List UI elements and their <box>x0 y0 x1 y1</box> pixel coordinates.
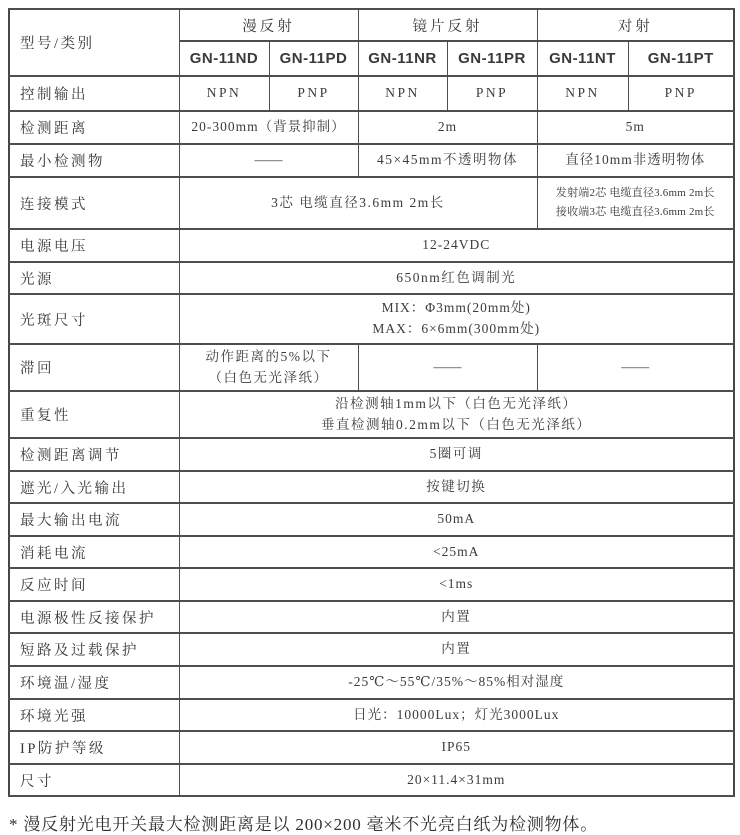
cell-current-consumption: <25mA <box>179 536 734 568</box>
model-header-gn11pt: GN-11PT <box>628 41 734 76</box>
model-header-gn11pd: GN-11PD <box>269 41 358 76</box>
cell-hysteresis-retro: —— <box>358 344 537 391</box>
cell-min-object-retro: 45×45mm不透明物体 <box>358 144 537 177</box>
cell-output-mode: 按键切换 <box>179 471 734 503</box>
cell-spot-size <box>179 294 734 344</box>
row-ambient-temp-humidity-label: 环境温/湿度 <box>9 666 179 699</box>
cell-min-object-diffuse: —— <box>179 144 358 177</box>
cell-hysteresis-through: —— <box>537 344 734 391</box>
header-model-category-label: 型号/类别 <box>9 9 179 76</box>
cell-spot-size-line1: MIX：Φ3mm(20mm处) <box>381 300 531 316</box>
model-header-gn11pr: GN-11PR <box>447 41 537 76</box>
row-repeatability-label: 重复性 <box>9 391 179 438</box>
row-min-object-label: 最小检测物 <box>9 144 179 177</box>
model-header-gn11nr: GN-11NR <box>358 41 447 76</box>
cell-min-object-through: 直径10mm非透明物体 <box>537 144 734 177</box>
row-current-consumption-label: 消耗电流 <box>9 536 179 568</box>
cell-repeatability-line2: 垂直检测轴0.2mm以下（白色无光泽纸） <box>321 416 592 432</box>
cell-distance-adjust: 5圈可调 <box>179 438 734 471</box>
cell-spot-size-line2: MAX：6×6mm(300mm处) <box>372 321 541 336</box>
spec-table <box>8 8 735 797</box>
row-response-time-label: 反应时间 <box>9 568 179 601</box>
cell-hysteresis-diffuse <box>179 344 358 391</box>
row-hysteresis-label: 滞回 <box>9 344 179 391</box>
row-distance-adjust <box>9 438 734 471</box>
row-output-mode-label: 遮光/入光输出 <box>9 471 179 503</box>
cell-ambient-temp-humidity: -25℃～55℃/35%～85%相对湿度 <box>179 666 734 699</box>
cell-sensing-distance-through: 5m <box>537 111 734 144</box>
row-ambient-light-label: 环境光强 <box>9 699 179 731</box>
cell-ambient-light: 日光：10000Lux；灯光3000Lux <box>179 699 734 731</box>
cell-connection-through <box>537 177 734 229</box>
footnote: * 漫反射光电开关最大检测距离是以 200×200 毫米不光亮白纸为检测物体。 <box>9 815 599 834</box>
row-ip-rating <box>9 731 734 764</box>
cell-control-output-2: PNP <box>269 76 358 111</box>
cell-ip-rating: IP65 <box>179 731 734 764</box>
row-spot-size <box>9 294 734 344</box>
row-repeatability <box>9 391 734 438</box>
cell-max-output-current: 50mA <box>179 503 734 536</box>
cell-response-time: <1ms <box>179 568 734 601</box>
row-connection <box>9 177 734 229</box>
row-ambient-temp-humidity <box>9 666 734 699</box>
row-supply-voltage <box>9 229 734 262</box>
row-distance-adjust-label: 检测距离调节 <box>9 438 179 471</box>
cell-control-output-5: NPN <box>537 76 628 111</box>
row-dimensions-label: 尺寸 <box>9 764 179 796</box>
model-header-gn11nt: GN-11NT <box>537 41 628 76</box>
row-max-output-current-label: 最大输出电流 <box>9 503 179 536</box>
row-hysteresis <box>9 344 734 391</box>
row-min-object <box>9 144 734 177</box>
cell-connection-through-line1: 发射端2芯 电缆直径3.6mm 2m长 <box>555 187 715 200</box>
row-response-time <box>9 568 734 601</box>
cell-hysteresis-diffuse-line2: （白色无光泽纸） <box>208 369 329 385</box>
row-control-output-label: 控制输出 <box>9 76 179 111</box>
row-output-mode <box>9 471 734 503</box>
cell-connection-through-line2: 接收端3芯 电缆直径3.6mm 2m长 <box>555 206 715 218</box>
cell-control-output-4: PNP <box>447 76 537 111</box>
cell-dimensions: 20×11.4×31mm <box>179 764 734 796</box>
cell-connection-main: 3芯 电缆直径3.6mm 2m长 <box>179 177 537 229</box>
row-connection-label: 连接模式 <box>9 177 179 229</box>
row-max-output-current <box>9 503 734 536</box>
row-ambient-light <box>9 699 734 731</box>
row-sensing-distance-label: 检测距离 <box>9 111 179 144</box>
cell-sensing-distance-retro: 2m <box>358 111 537 144</box>
row-reverse-polarity-protection <box>9 601 734 633</box>
row-sensing-distance <box>9 111 734 144</box>
cell-light-source: 650nm红色调制光 <box>179 262 734 294</box>
model-header-gn11nd: GN-11ND <box>179 41 269 76</box>
group-header-retroreflective: 镜片反射 <box>358 9 537 41</box>
row-spot-size-label: 光斑尺寸 <box>9 294 179 344</box>
row-reverse-polarity-protection-label: 电源极性反接保护 <box>9 601 179 633</box>
row-current-consumption <box>9 536 734 568</box>
cell-hysteresis-diffuse-line1: 动作距离的5%以下 <box>205 348 332 364</box>
cell-reverse-polarity-protection: 内置 <box>179 601 734 633</box>
group-header-diffuse: 漫反射 <box>179 9 358 41</box>
cell-control-output-3: NPN <box>358 76 447 111</box>
cell-control-output-6: PNP <box>628 76 734 111</box>
row-supply-voltage-label: 电源电压 <box>9 229 179 262</box>
row-light-source <box>9 262 734 294</box>
row-light-source-label: 光源 <box>9 262 179 294</box>
header-row-groups <box>9 9 734 41</box>
cell-repeatability <box>179 391 734 438</box>
row-dimensions <box>9 764 734 796</box>
row-short-circuit-protection-label: 短路及过载保护 <box>9 633 179 666</box>
cell-short-circuit-protection: 内置 <box>179 633 734 666</box>
cell-repeatability-line1: 沿检测轴1mm以下（白色无光泽纸） <box>335 395 578 411</box>
group-header-through-beam: 对射 <box>537 9 734 41</box>
cell-supply-voltage: 12-24VDC <box>179 229 734 262</box>
row-short-circuit-protection <box>9 633 734 666</box>
cell-sensing-distance-diffuse: 20-300mm（背景抑制） <box>179 111 358 144</box>
cell-control-output-1: NPN <box>179 76 269 111</box>
row-ip-rating-label: IP防护等级 <box>9 731 179 764</box>
row-control-output <box>9 76 734 111</box>
